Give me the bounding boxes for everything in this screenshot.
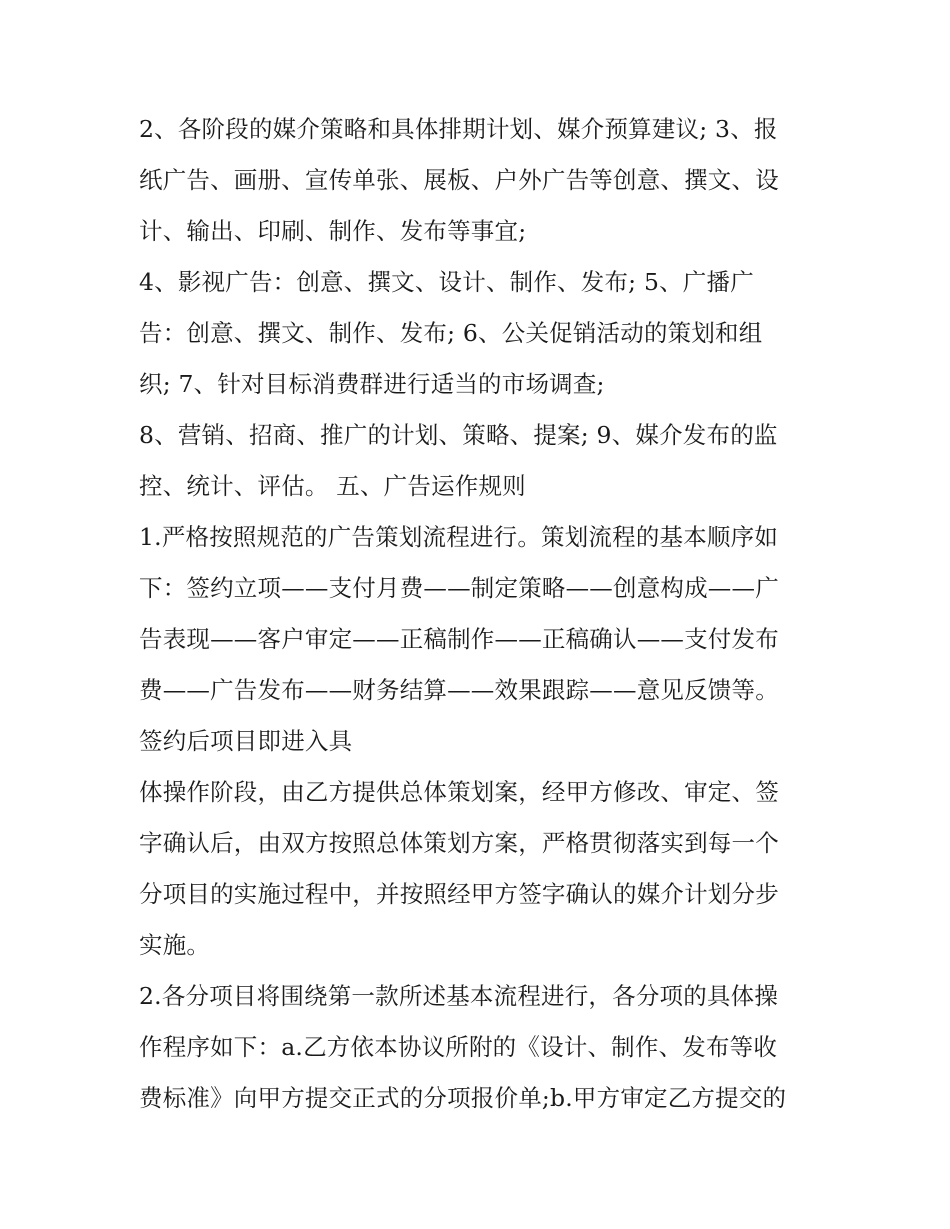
text-line: 1.严格按照规范的广告策划流程进行。策划流程的基本顺序如 [139, 523, 779, 551]
text-line: 签约后项目即进入具 [139, 727, 353, 755]
text-line: 告表现——客户审定——正稿制作——正稿确认——支付发布 [139, 625, 779, 653]
text-line: 4、影视广告：创意、撰文、设计、制作、发布; 5、广播广 [139, 268, 754, 296]
text-line: 字确认后，由双方按照总体策划方案，严格贯彻落实到每一个 [139, 829, 779, 857]
text-line: 2.各分项目将围绕第一款所述基本流程进行，各分项的具体操 [139, 982, 779, 1010]
text-line: 分项目的实施过程中，并按照经甲方签字确认的媒介计划分步 [139, 880, 779, 908]
text-line: 下：签约立项——支付月费——制定策略——创意构成——广 [139, 574, 779, 602]
text-line: 实施。 [139, 931, 211, 959]
text-line: 告：创意、撰文、制作、发布; 6、公关促销活动的策划和组 [139, 319, 763, 347]
text-line: 控、统计、评估。 五、广告运作规则 [139, 472, 526, 500]
text-line: 费——广告发布——财务结算——效果跟踪——意见反馈等。 [139, 676, 779, 704]
text-line: 2、各阶段的媒介策略和具体排期计划、媒介预算建议; 3、报 [139, 115, 778, 143]
document-body [139, 104, 819, 1124]
text-line: 体操作阶段，由乙方提供总体策划案，经甲方修改、审定、签 [139, 778, 779, 806]
text-line: 织; 7、针对目标消费群进行适当的市场调查; [139, 370, 605, 398]
text-line: 8、营销、招商、推广的计划、策略、提案; 9、媒介发布的监 [139, 421, 778, 449]
text-line: 计、输出、印刷、制作、发布等事宜; [139, 217, 527, 245]
text-line: 费标准》向甲方提交正式的分项报价单;b.甲方审定乙方提交的 [139, 1084, 787, 1112]
text-line: 作程序如下：a.乙方依本协议所附的《设计、制作、发布等收 [139, 1033, 778, 1061]
text-line: 纸广告、画册、宣传单张、展板、户外广告等创意、撰文、设 [139, 166, 779, 194]
